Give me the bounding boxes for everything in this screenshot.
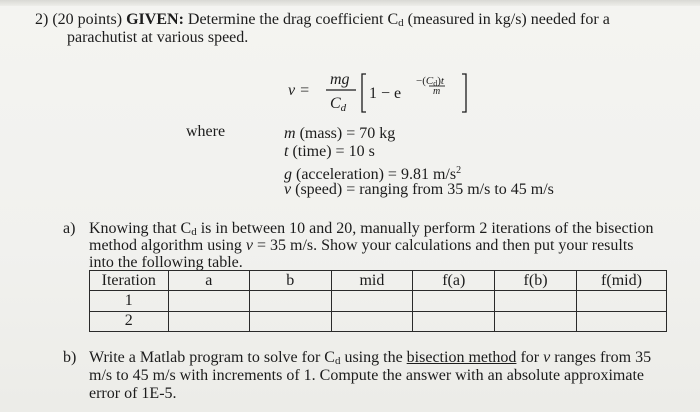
col-fa: f(a): [413, 271, 495, 291]
where-mass: m (mass) = 70 kg: [284, 125, 396, 142]
part-a-line2: method algorithm using v = 35 m/s. Show your calculations and then put your results: [89, 237, 634, 254]
part-b-line2: m/s to 45 m/s with increments of 1. Compute the answer with an absolute approximate: [89, 367, 645, 384]
given-label: GIVEN:: [126, 11, 184, 28]
col-mid: mid: [331, 271, 413, 291]
eq-exponent: −(Cd)t: [416, 75, 444, 88]
table-cell: [495, 291, 577, 311]
table-row: [90, 311, 667, 331]
where-label: where: [186, 123, 226, 140]
table-cell: [250, 311, 332, 331]
table-cell-iteration: 2: [90, 311, 169, 331]
table-cell: [168, 291, 249, 311]
table-cell: [576, 311, 666, 331]
table-cell-iteration: 1: [90, 291, 169, 311]
part-b-label: b): [63, 349, 77, 366]
drag-equation: [282, 62, 482, 122]
eq-denominator: Cd: [330, 95, 347, 114]
table-cell: [168, 311, 249, 331]
eq-lhs: v =: [288, 82, 310, 99]
part-a-label: a): [63, 220, 76, 237]
where-time: t (time) = 10 s: [284, 143, 375, 160]
part-b-line3: error of 1E-5.: [89, 385, 177, 402]
where-acceleration: g (acceleration) = 9.81 $m/s^2$: [284, 165, 462, 183]
page-top-edge: [0, 0, 700, 6]
where-speed: v (speed) = ranging from 35 m/s to 45 m/s: [284, 181, 554, 198]
table-cell: [331, 311, 413, 331]
question-points: (20 points): [52, 11, 123, 28]
table-cell: [413, 311, 495, 331]
col-b: b: [250, 271, 332, 291]
table-cell: [413, 291, 495, 311]
table-cell: [495, 311, 577, 331]
question-text: Determine the drag coefficient $C_d$ (measured in kg/s) needed for a: [187, 11, 610, 29]
bracket-right: [462, 74, 466, 112]
eq-numerator: mg: [330, 71, 350, 88]
question-2-line2: parachutist at various speed.: [67, 29, 249, 46]
bracket-left: [362, 74, 366, 112]
question-number: 2): [35, 11, 49, 28]
col-fmid: f(mid): [576, 271, 666, 291]
table-row: [90, 291, 667, 311]
table-cell: [331, 291, 413, 311]
col-a: a: [168, 271, 249, 291]
eq-bracket-body: 1 − e: [369, 85, 402, 102]
bisection-method-underlined: bisection method: [406, 349, 517, 366]
part-a-line3: into the following table.: [89, 254, 243, 271]
table-header-row: [90, 271, 667, 291]
part-a-line1: Knowing that $C_d$ is in between 10 and 20, manually perform 2 iterations of the bisection: [89, 220, 654, 238]
table-cell: [576, 291, 666, 311]
col-fb: f(b): [495, 271, 577, 291]
bisection-results-table: [89, 270, 667, 332]
eq-exponent-den: m: [433, 86, 441, 97]
part-b-line1: Write a Matlab program to solve for $C_d$ using the bisection method for v ranges from 35: [89, 349, 652, 367]
table-cell: [250, 291, 332, 311]
col-iteration: Iteration: [90, 271, 169, 291]
